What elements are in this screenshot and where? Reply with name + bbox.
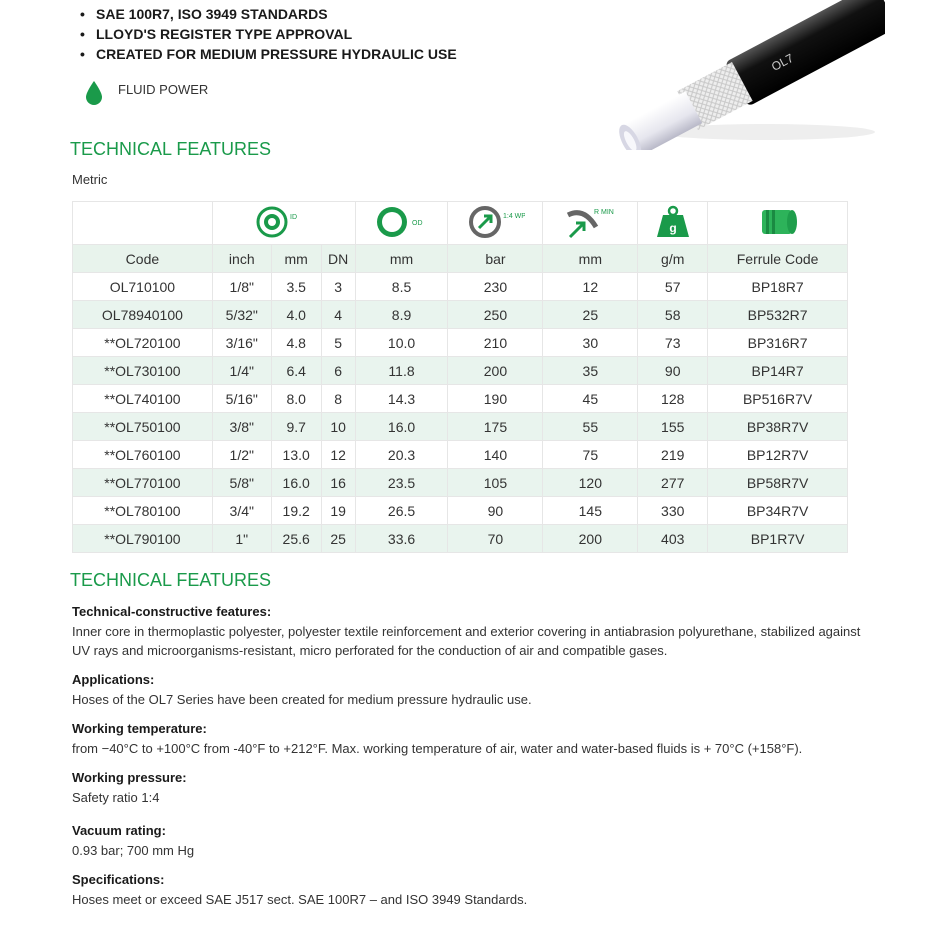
table-cell: 45 <box>543 385 638 413</box>
feature-heading: Working temperature: <box>72 721 207 736</box>
ferrule-header <box>708 202 848 245</box>
outer-diameter-header <box>355 202 448 245</box>
table-cell: 25 <box>543 301 638 329</box>
table-cell: 3.5 <box>271 273 321 301</box>
table-cell: BP34R7V <box>708 497 848 525</box>
table-cell: 16 <box>321 469 355 497</box>
table-cell: BP532R7 <box>708 301 848 329</box>
table-cell: 140 <box>448 441 543 469</box>
table-cell: 200 <box>448 357 543 385</box>
feature-block <box>72 823 872 860</box>
bullet-item: • SAE 100R7, ISO 3949 STANDARDS <box>80 4 457 24</box>
features-content <box>72 604 872 921</box>
table-cell: **OL780100 <box>73 497 213 525</box>
table-cell: 58 <box>638 301 708 329</box>
table-cell: 250 <box>448 301 543 329</box>
table-cell: 105 <box>448 469 543 497</box>
table-cell: 175 <box>448 413 543 441</box>
header-cell: mm <box>355 245 448 273</box>
table-cell: 57 <box>638 273 708 301</box>
table-cell: 6 <box>321 357 355 385</box>
table-cell: 70 <box>448 525 543 553</box>
table-cell: 6.4 <box>271 357 321 385</box>
water-drop-icon <box>84 80 104 106</box>
table-cell: 12 <box>543 273 638 301</box>
inner-diameter-header <box>212 202 355 245</box>
table-cell: 330 <box>638 497 708 525</box>
weight-header <box>638 202 708 245</box>
table-row <box>73 497 848 525</box>
table-cell: 33.6 <box>355 525 448 553</box>
header-cell: DN <box>321 245 355 273</box>
table-cell: 35 <box>543 357 638 385</box>
table-cell: 8 <box>321 385 355 413</box>
fluid-power-badge <box>84 80 208 106</box>
table-cell: 16.0 <box>271 469 321 497</box>
hose-brand-label: OL7 <box>769 50 796 74</box>
table-cell: BP12R7V <box>708 441 848 469</box>
table-cell: 55 <box>543 413 638 441</box>
table-cell: 13.0 <box>271 441 321 469</box>
feature-heading: Applications: <box>72 672 155 687</box>
table-cell: 1/8" <box>212 273 271 301</box>
metric-label: Metric <box>72 172 108 187</box>
header-cell: mm <box>271 245 321 273</box>
table-cell: 403 <box>638 525 708 553</box>
table-cell: 1" <box>212 525 271 553</box>
table-cell: BP38R7V <box>708 413 848 441</box>
table-cell: 8.5 <box>355 273 448 301</box>
table-cell: **OL760100 <box>73 441 213 469</box>
table-cell: 11.8 <box>355 357 448 385</box>
table-cell: BP1R7V <box>708 525 848 553</box>
spec-table <box>72 201 848 553</box>
rmin-label: R MIN <box>594 208 615 216</box>
table-cell: 230 <box>448 273 543 301</box>
table-row <box>73 273 848 301</box>
table-row <box>73 357 848 385</box>
header-cell: inch <box>212 245 271 273</box>
table-row <box>73 525 848 553</box>
table-cell: 3/8" <box>212 413 271 441</box>
table-cell: 25 <box>321 525 355 553</box>
table-cell: 75 <box>543 441 638 469</box>
table-row <box>73 413 848 441</box>
od-label: OD <box>411 219 423 227</box>
feature-text: Safety ratio 1:4 <box>72 790 160 805</box>
pressure-header <box>448 202 543 245</box>
table-cell: **OL790100 <box>73 525 213 553</box>
table-cell: 190 <box>448 385 543 413</box>
id-label: ID <box>289 213 297 221</box>
table-cell: **OL740100 <box>73 385 213 413</box>
units-row <box>73 245 848 273</box>
pressure-gauge-icon <box>465 205 525 239</box>
feature-block <box>72 770 872 807</box>
table-cell: 4.8 <box>271 329 321 357</box>
table-cell: 26.5 <box>355 497 448 525</box>
icon-row <box>73 202 848 245</box>
table-cell: **OL730100 <box>73 357 213 385</box>
table-cell: 3/4" <box>212 497 271 525</box>
table-cell: BP14R7 <box>708 357 848 385</box>
table-row <box>73 469 848 497</box>
table-cell: 5 <box>321 329 355 357</box>
table-cell: 25.6 <box>271 525 321 553</box>
feature-block <box>72 672 872 709</box>
table-cell: 155 <box>638 413 708 441</box>
table-cell: 4 <box>321 301 355 329</box>
table-cell: 145 <box>543 497 638 525</box>
feature-heading: Vacuum rating: <box>72 823 166 838</box>
table-cell: 10 <box>321 413 355 441</box>
table-cell: 8.0 <box>271 385 321 413</box>
table-cell: 5/32" <box>212 301 271 329</box>
section-title-2: TECHNICAL FEATURES <box>70 570 272 590</box>
table-cell: 19.2 <box>271 497 321 525</box>
table-cell: 20.3 <box>355 441 448 469</box>
table-cell: 8.9 <box>355 301 448 329</box>
section-title: TECHNICAL FEATURES <box>70 139 272 159</box>
table-cell: 3/16" <box>212 329 271 357</box>
bullet-item: • CREATED FOR MEDIUM PRESSURE HYDRAULIC USE <box>80 44 457 64</box>
table-cell: 19 <box>321 497 355 525</box>
table-cell: OL78940100 <box>73 301 213 329</box>
bend-radius-header <box>543 202 638 245</box>
table-cell: 1/2" <box>212 441 271 469</box>
table-cell: 210 <box>448 329 543 357</box>
table-cell: 3 <box>321 273 355 301</box>
table-cell: 4.0 <box>271 301 321 329</box>
inner-diameter-icon <box>254 205 314 239</box>
outer-diameter-icon <box>372 205 432 239</box>
table-cell: 200 <box>543 525 638 553</box>
feature-bullets <box>80 4 457 64</box>
table-cell: 128 <box>638 385 708 413</box>
table-cell: BP316R7 <box>708 329 848 357</box>
table-cell: 120 <box>543 469 638 497</box>
table-cell: 5/8" <box>212 469 271 497</box>
table-cell: 16.0 <box>355 413 448 441</box>
header-cell: mm <box>543 245 638 273</box>
feature-block <box>72 604 872 660</box>
table-cell: 219 <box>638 441 708 469</box>
header-cell: Ferrule Code <box>708 245 848 273</box>
bend-radius-icon <box>560 205 620 239</box>
bullet-item: • LLOYD'S REGISTER TYPE APPROVAL <box>80 24 457 44</box>
table-row <box>73 385 848 413</box>
wp-label: 1:4 WP <box>503 212 526 220</box>
weight-label: g <box>669 220 677 235</box>
table-cell: BP58R7V <box>708 469 848 497</box>
table-cell: **OL770100 <box>73 469 213 497</box>
feature-heading: Technical-constructive features: <box>72 604 272 619</box>
hose-image <box>585 0 885 150</box>
header-cell: bar <box>448 245 543 273</box>
table-cell: 73 <box>638 329 708 357</box>
table-row <box>73 441 848 469</box>
feature-block <box>72 872 872 909</box>
table-cell: **OL750100 <box>73 413 213 441</box>
feature-text: from −40°C to +100°C from -40°F to +212°F. Max. working temperature of air, water and water-based fluids is + 70°C (+158°F). <box>72 741 803 756</box>
table-cell: 23.5 <box>355 469 448 497</box>
feature-text: Inner core in thermoplastic polyester, polyester textile reinforcement and exterior covering in antiabrasion polyurethane, stabilized against UV rays and microorganisms-resistant, micro perforated for the conduction of air and compatible gases. <box>72 624 861 658</box>
table-cell: 30 <box>543 329 638 357</box>
table-cell: 14.3 <box>355 385 448 413</box>
feature-heading: Working pressure: <box>72 770 187 785</box>
table-cell: 10.0 <box>355 329 448 357</box>
feature-text: Hoses of the OL7 Series have been created for medium pressure hydraulic use. <box>72 692 532 707</box>
table-cell: OL710100 <box>73 273 213 301</box>
fluid-power-label: FLUID POWER <box>118 82 209 97</box>
header-cell: Code <box>73 245 213 273</box>
feature-heading: Specifications: <box>72 872 165 887</box>
empty-cell <box>73 202 213 245</box>
table-cell: BP516R7V <box>708 385 848 413</box>
table-row <box>73 329 848 357</box>
feature-block <box>72 721 872 758</box>
feature-text: Hoses meet or exceed SAE J517 sect. SAE 100R7 – and ISO 3949 Standards. <box>72 892 528 907</box>
table-cell: 90 <box>448 497 543 525</box>
spec-table-body <box>73 273 848 553</box>
table-cell: **OL720100 <box>73 329 213 357</box>
table-cell: 90 <box>638 357 708 385</box>
table-cell: 9.7 <box>271 413 321 441</box>
weight-icon <box>653 205 693 239</box>
feature-text: 0.93 bar; 700 mm Hg <box>72 843 195 858</box>
table-cell: 277 <box>638 469 708 497</box>
table-row <box>73 301 848 329</box>
header-cell: g/m <box>638 245 708 273</box>
table-cell: BP18R7 <box>708 273 848 301</box>
table-cell: 1/4" <box>212 357 271 385</box>
ferrule-icon <box>748 205 808 239</box>
table-cell: 12 <box>321 441 355 469</box>
table-cell: 5/16" <box>212 385 271 413</box>
